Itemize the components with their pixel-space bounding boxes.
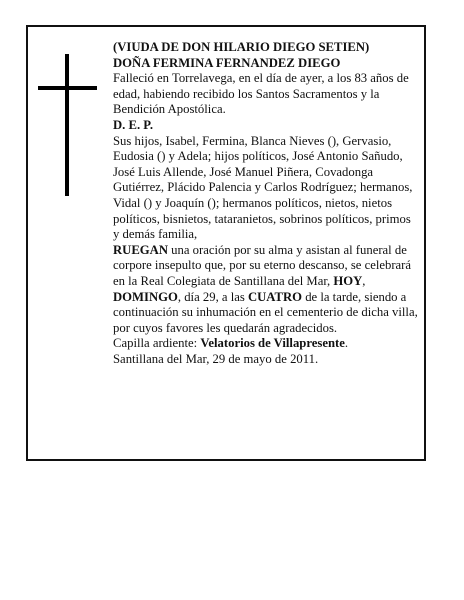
comma-text: , [362, 273, 366, 288]
place-date: Santillana del Mar, 29 de mayo de 2011. [113, 351, 319, 366]
hoy-word: HOY [333, 273, 363, 288]
death-statement: Falleció en Torrelavega, en el día de ayer, a los 83 años de edad, habiendo recibido los Santos Sacramentos y la Bendición Apostólica. [113, 71, 409, 117]
capilla-line [113, 336, 419, 352]
obituary-text [113, 40, 419, 367]
cross-icon-bar [38, 86, 97, 90]
prayer-text-2: , día 29, a las [177, 289, 248, 304]
capilla-end: . [344, 336, 349, 351]
cross-icon [65, 54, 69, 196]
deceased-name: DOÑA FERMINA FERNANDEZ DIEGO [113, 55, 341, 70]
cuatro-word: CUATRO [247, 289, 303, 304]
prayer-text-3: de la tarde, siendo a continuación su inhumación en el cementerio de dicha villa, por cuyos favores les quedarán agradecidos. [113, 289, 418, 335]
ruegan-word: RUEGAN [113, 242, 168, 257]
capilla-place: Velatorios de Villapresente [200, 336, 345, 351]
capilla-label: Capilla ardiente: [113, 336, 201, 351]
widow-line: (VIUDA DE DON HILARIO DIEGO SETIEN) [113, 40, 370, 54]
dep-line: D. E. P. [113, 117, 154, 132]
funeral-paragraph [113, 243, 419, 337]
domingo-word: DOMINGO [113, 289, 178, 304]
family-list: Sus hijos, Isabel, Fermina, Blanca Nieves (), Gervasio, Eudosia () y Adela; hijos políticos, José Antonio Sañudo, José Luis Allende, José Manuel Piñera, Covadonga Gutiérrez, Plácido Palencia y Carlos Rodríguez; hermanos, Vidal () y Joaquín (); hermanos políticos, nietos, nietos políticos, bisnietos, tataranietos, sobrinos políticos, primos y demás familia, [113, 133, 413, 242]
prayer-text-1: una oración por su alma y asistan al funeral de corpore insepulto que, por su eterno descanso, se celebrará en la Real Colegiata de Santillana del Mar, [113, 242, 412, 288]
